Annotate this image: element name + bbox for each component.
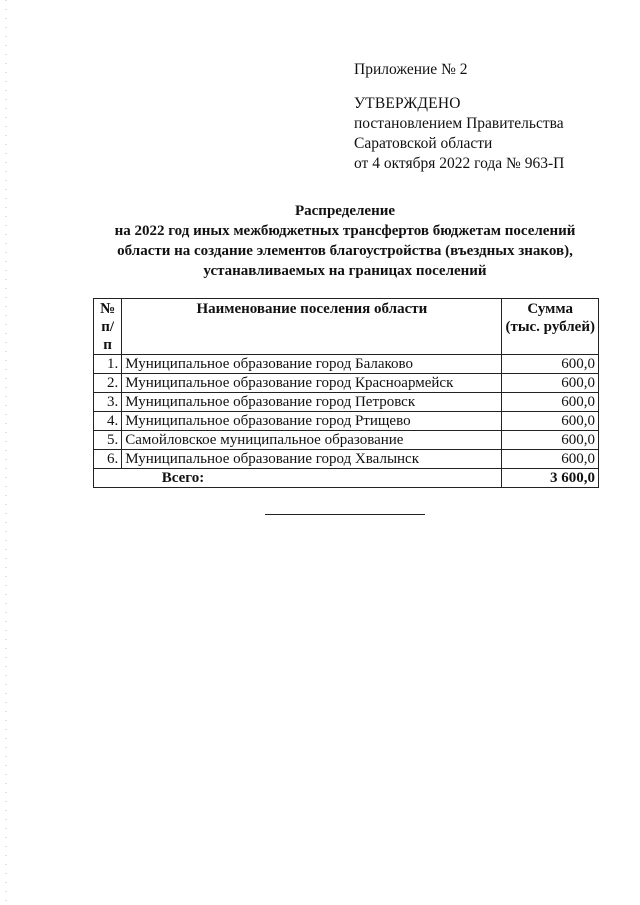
annex-number: Приложение № 2: [354, 61, 468, 78]
table-total-row: [94, 469, 599, 488]
approval-block: [354, 60, 564, 174]
row-settlement-name: Муниципальное образование город Петровск: [122, 393, 502, 412]
row-number: 2.: [94, 374, 122, 393]
table-row: [94, 412, 599, 431]
table-row: [94, 393, 599, 412]
header-sum-unit: (тыс. рублей): [505, 319, 595, 335]
approval-line: постановлением Правительства: [354, 115, 564, 132]
row-settlement-name: Муниципальное образование город Хвалынск: [122, 450, 502, 469]
scan-edge-marks: [5, 0, 7, 905]
row-sum: 600,0: [502, 374, 599, 393]
row-sum: 600,0: [502, 412, 599, 431]
header-number: [94, 299, 122, 355]
row-settlement-name: Муниципальное образование город Балаково: [122, 355, 502, 374]
header-number-abbr: п/п: [101, 319, 115, 353]
table-row: [94, 450, 599, 469]
approval-line: Саратовской области: [354, 135, 493, 152]
row-sum: 600,0: [502, 355, 599, 374]
row-settlement-name: Муниципальное образование город Красноармейск: [122, 374, 502, 393]
table-row: [94, 431, 599, 450]
row-number: 5.: [94, 431, 122, 450]
row-settlement-name: Муниципальное образование город Ртищево: [122, 412, 502, 431]
header-sum-title: Сумма: [527, 301, 574, 317]
header-name: Наименование поселения области: [122, 299, 502, 355]
table-row: [94, 355, 599, 374]
total-sum: 3 600,0: [502, 469, 599, 488]
row-number: 3.: [94, 393, 122, 412]
heading-line: области на создание элементов благоустройства (въездных знаков),: [117, 243, 573, 259]
approval-line: от 4 октября 2022 года № 963-П: [354, 155, 565, 172]
row-sum: 600,0: [502, 431, 599, 450]
heading-title: Распределение: [294, 203, 396, 219]
closing-divider: [265, 514, 425, 515]
row-number: 4.: [94, 412, 122, 431]
total-label: Всего:: [122, 469, 502, 488]
distribution-table: [93, 298, 599, 488]
total-empty-cell: [94, 469, 122, 488]
row-number: 1.: [94, 355, 122, 374]
row-sum: 600,0: [502, 450, 599, 469]
header-number-symbol: №: [100, 301, 116, 317]
document-heading: [95, 201, 595, 281]
heading-line: устанавливаемых на границах поселений: [203, 263, 487, 279]
row-settlement-name: Самойловское муниципальное образование: [122, 431, 502, 450]
row-sum: 600,0: [502, 393, 599, 412]
approved-label: УТВЕРЖДЕНО: [354, 95, 461, 112]
heading-line: на 2022 год иных межбюджетных трансфертов бюджетам поселений: [114, 223, 576, 239]
table-row: [94, 374, 599, 393]
row-number: 6.: [94, 450, 122, 469]
table-header-row: [94, 299, 599, 355]
header-sum: [502, 299, 599, 355]
